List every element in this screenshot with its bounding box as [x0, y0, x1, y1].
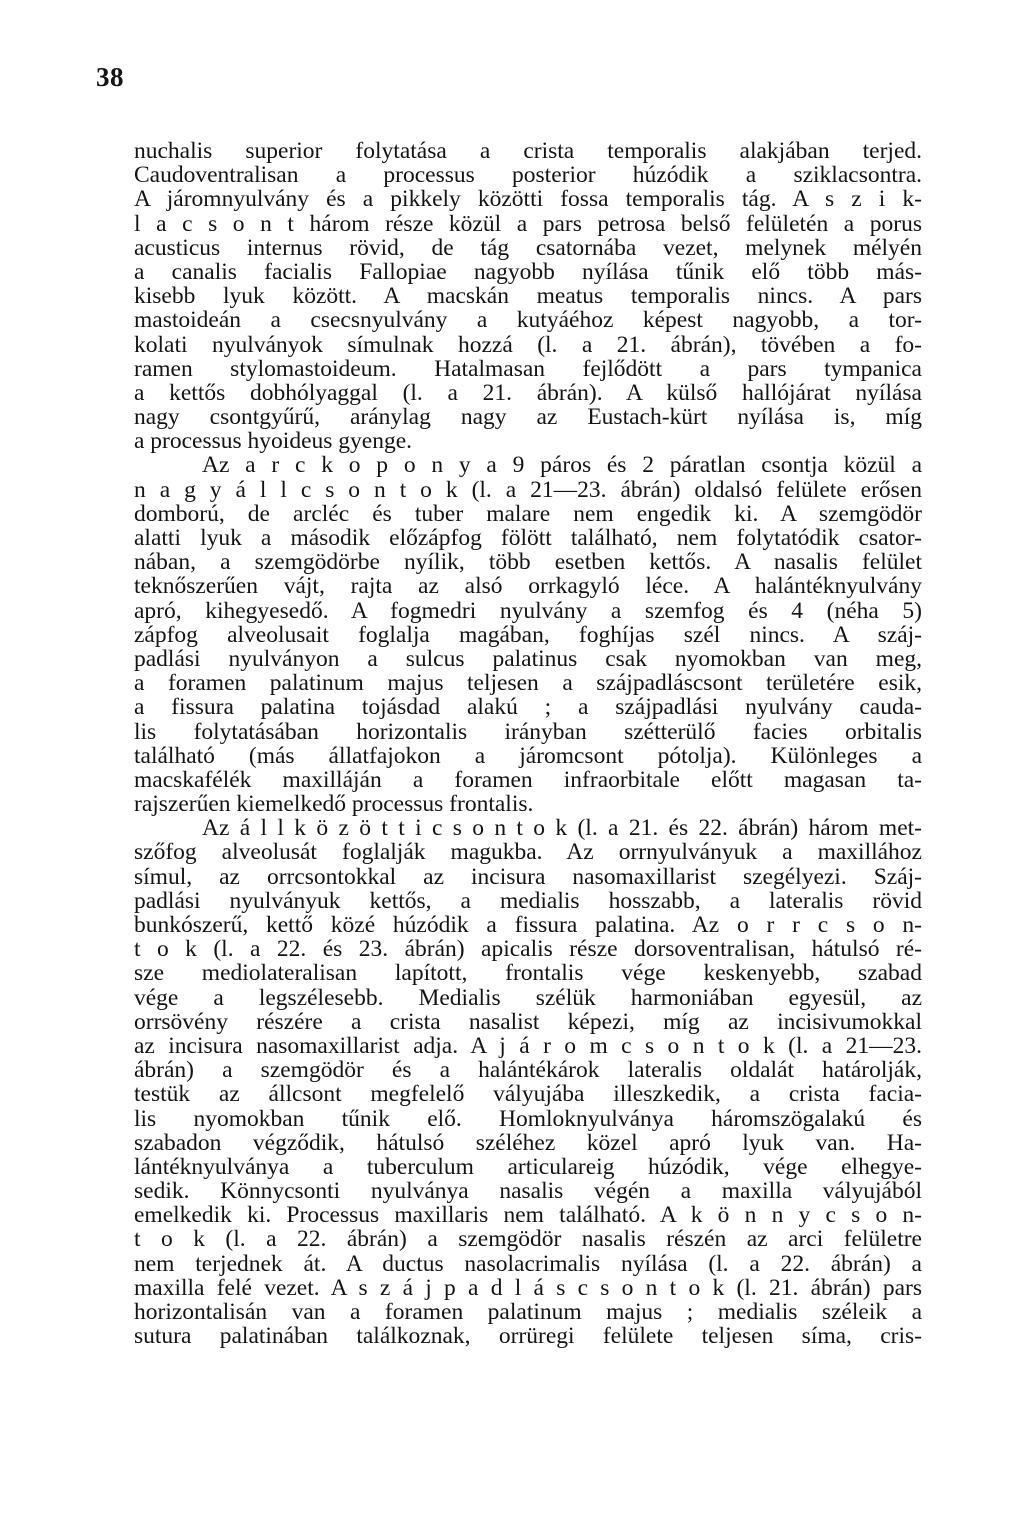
text-line: emelkedik ki. Processus maxillaris nem található. A k ö n n y c s o n-	[134, 1203, 922, 1228]
text-line: símul, az orrcsontokkal az incisura nasomaxillarist szegélyezi. Száj-	[134, 864, 922, 889]
text-line: zápfog alveolusait foglalja magában, foghíjas szél nincs. A száj-	[134, 622, 922, 647]
text-line: alatti lyuk a második előzápfog fölött található, nem folytatódik csator-	[134, 526, 922, 551]
text-line: l a c s o n t három része közül a pars petrosa belső felületén a porus	[134, 211, 922, 236]
text-line: a foramen palatinum majus teljesen a szájpadláscsont területére esik,	[134, 671, 922, 696]
text-line: rajszerűen kiemelkedő processus frontalis.	[134, 792, 534, 817]
text-line: szőfog alveolusát foglalják magukba. Az orrnyulványuk a maxillához	[134, 840, 922, 865]
text-line: vége a legszélesebb. Medialis szélük harmoniában egyesül, az	[134, 985, 922, 1010]
text-line: sutura palatinában találkoznak, orrüregi felülete teljesen síma, cris-	[134, 1324, 922, 1349]
text-line: Az a r c k o p o n y a 9 páros és 2 páratlan csontja közül a	[202, 453, 922, 478]
text-line: található (más állatfajokon a járomcsont pótolja). Különleges a	[134, 743, 922, 768]
text-line: t o k (l. a 22. ábrán) a szemgödör nasalis részén az arci felületre	[134, 1227, 922, 1252]
text-line: horizontalisán van a foramen palatinum majus ; medialis széleik a	[134, 1300, 922, 1325]
text-line: macskafélék maxilláján a foramen infraorbitale előtt magasan ta-	[134, 767, 922, 793]
text-line: sze mediolateralisan lapított, frontalis vége keskenyebb, szabad	[134, 961, 922, 986]
text-line: ábrán) a szemgödör és a halántékárok lateralis oldalát határolják,	[134, 1058, 922, 1083]
paragraph-1	[134, 139, 922, 453]
body-text	[134, 139, 922, 1348]
paragraph-3	[134, 816, 922, 1348]
text-line: kisebb lyuk között. A macskán meatus temporalis nincs. A pars	[134, 284, 922, 309]
text-line: az incisura nasomaxillarist adja. A j á r o m c s o n t o k (l. a 21—23.	[134, 1033, 922, 1059]
text-line: a processus hyoideus gyenge.	[134, 429, 413, 454]
text-line: a fissura palatina tojásdad alakú ; a szájpadlási nyulvány cauda-	[134, 695, 922, 720]
text-line: kolati nyulványok símulnak hozzá (l. a 21. ábrán), tövében a fo-	[134, 332, 922, 357]
text-line: acusticus internus rövid, de tág csatornába vezet, melynek mélyén	[134, 235, 922, 260]
text-line: Az á l l k ö z ö t t i c s o n t o k (l. a 21. és 22. ábrán) három met-	[202, 816, 922, 841]
text-line: domború, de arcléc és tuber malare nem engedik ki. A szemgödör	[134, 501, 922, 526]
text-line: nagy csontgyűrű, aránylag nagy az Eustach-kürt nyílása is, míg	[134, 405, 922, 430]
text-line: maxilla felé vezet. A s z á j p a d l á s c s o n t o k (l. 21. ábrán) pars	[134, 1275, 922, 1300]
text-line: n a g y á l l c s o n t o k (l. a 21—23. ábrán) oldalsó felülete erősen	[134, 477, 922, 502]
text-line: orrsövény részére a crista nasalist képezi, míg az incisivumokkal	[134, 1009, 922, 1034]
text-line: a canalis facialis Fallopiae nagyobb nyílása tűnik elő több más-	[134, 259, 922, 285]
page-number: 38	[96, 62, 124, 92]
text-line: nem terjednek át. A ductus nasolacrimalis nyílása (l. a 22. ábrán) a	[134, 1251, 922, 1276]
text-line: nuchalis superior folytatása a crista temporalis alakjában terjed.	[134, 139, 922, 164]
text-line: lántéknyulványa a tuberculum articulareig húzódik, vége elhegye-	[134, 1154, 922, 1180]
text-line: bunkószerű, kettő közé húzódik a fissura palatina. Az o r r c s o n-	[134, 913, 922, 938]
text-line: ramen stylomastoideum. Hatalmasan fejlődött a pars tympanica	[134, 356, 922, 381]
text-line: padlási nyulványuk kettős, a medialis hosszabb, a lateralis rövid	[134, 888, 922, 913]
text-line: teknőszerűen vájt, rajta az alsó orrkagyló léce. A halántéknyulvány	[134, 574, 922, 599]
text-line: padlási nyulványon a sulcus palatinus csak nyomokban van meg,	[134, 646, 922, 672]
text-line: nában, a szemgödörbe nyílik, több esetben kettős. A nasalis felület	[134, 550, 922, 575]
text-line: A járomnyulvány és a pikkely közötti fossa temporalis tág. A s z i k-	[134, 187, 922, 212]
text-line: mastoideán a csecsnyulvány a kutyáéhoz képest nagyobb, a tor-	[134, 308, 922, 333]
text-line: t o k (l. a 22. és 23. ábrán) apicalis része dorsoventralisan, hátulsó ré-	[134, 937, 922, 962]
text-line: Caudoventralisan a processus posterior húzódik a sziklacsontra.	[134, 163, 922, 188]
text-line: a kettős dobhólyaggal (l. a 21. ábrán). A külső hallójárat nyílása	[134, 380, 922, 406]
text-line: sedik. Könnycsonti nyulványa nasalis végén a maxilla vályujából	[134, 1179, 922, 1204]
text-line: lis nyomokban tűnik elő. Homloknyulványa háromszögalakú és	[134, 1106, 922, 1131]
text-line: szabadon végződik, hátulsó széléhez közel apró lyuk van. Ha-	[134, 1130, 922, 1155]
text-line: testük az állcsont megfelelő vályujába illeszkedik, a crista facia-	[134, 1082, 922, 1107]
text-line: lis folytatásában horizontalis irányban szétterülő facies orbitalis	[134, 719, 922, 744]
paragraph-2	[134, 453, 922, 816]
text-line: apró, kihegyesedő. A fogmedri nyulvány a szemfog és 4 (néha 5)	[134, 598, 922, 623]
